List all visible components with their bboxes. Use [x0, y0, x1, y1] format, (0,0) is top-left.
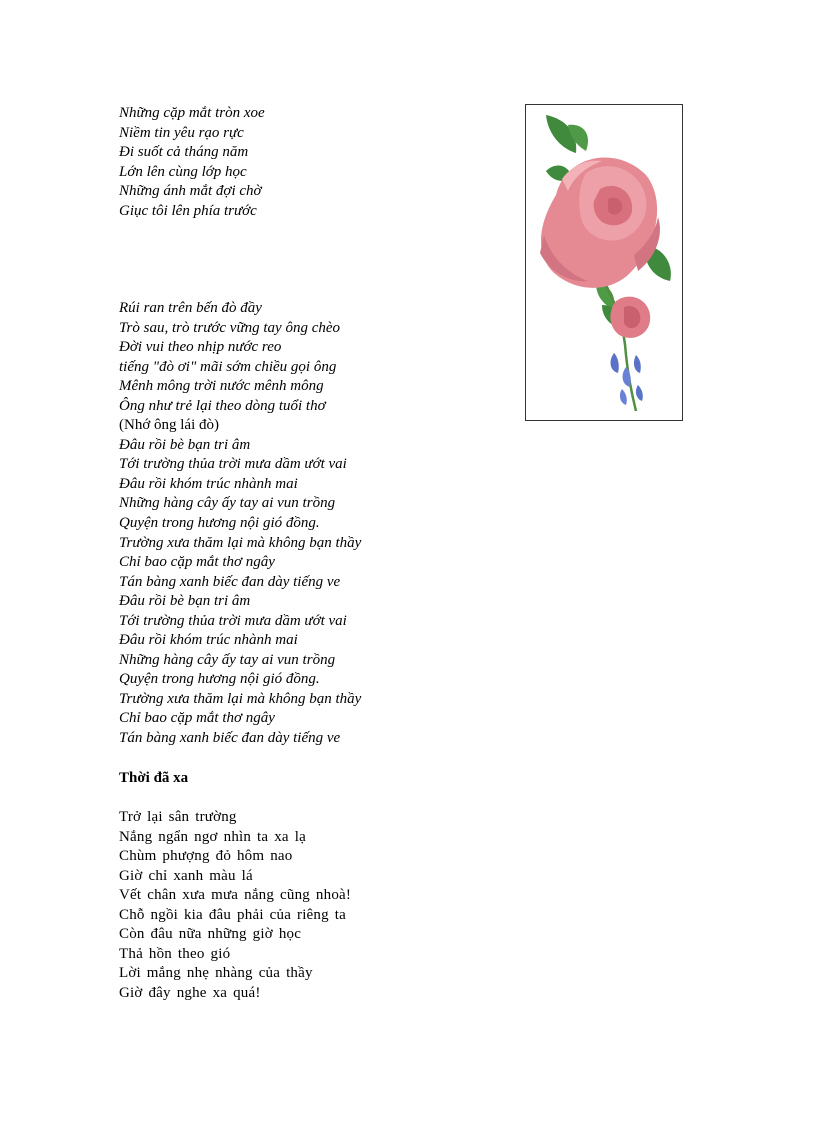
- poem-line: Lớn lên cùng lớp học: [119, 163, 247, 180]
- poem-line: Trò sau, trò trước vững tay ông chèo: [119, 319, 341, 336]
- poem-line: Tán bàng xanh biếc đan dày tiếng ve: [119, 573, 341, 590]
- poem-line: Tán bàng xanh biếc đan dày tiếng ve: [119, 730, 341, 747]
- poem-caption: (Nhớ ông lái đò): [119, 417, 219, 434]
- stanza-3: [119, 808, 351, 1003]
- poem-line: Đời vui theo nhịp nước reo: [119, 339, 282, 356]
- poem-line: Quyện trong hương nội gió đồng.: [119, 671, 320, 688]
- poem-line: Chỗ ngồi kia đâu phải của riêng ta: [119, 906, 346, 923]
- poem-line: Những hàng cây ấy tay ai vun trồng: [119, 651, 336, 668]
- poem-line: Những cặp mắt tròn xoe: [119, 105, 265, 121]
- poem-line: Giờ chỉ xanh màu lá: [119, 867, 253, 884]
- rose-illustration-icon: [526, 105, 684, 422]
- poem-line: tiếng "đò ơi" mãi sớm chiều gọi ông: [119, 358, 337, 375]
- poem-line: Vết chân xưa mưa nắng cũng nhoà!: [119, 887, 352, 904]
- poem-line: Nắng ngẩn ngơ nhìn ta xa lạ: [119, 828, 306, 845]
- poem-line: Chùm phượng đỏ hôm nao: [119, 848, 293, 865]
- poem-line: Chỉ bao cặp mắt thơ ngây: [119, 710, 275, 727]
- poem-line: Đâu rồi khóm trúc nhành mai: [119, 475, 298, 492]
- stanza-1: [119, 104, 265, 221]
- poem-line: Giục tôi lên phía trước: [119, 202, 257, 219]
- poem-line: Đâu rồi bè bạn tri âm: [119, 436, 251, 453]
- stanza-2: [119, 299, 361, 749]
- poem-line: Niềm tin yêu rạo rực: [119, 124, 244, 141]
- poem-line: Chỉ bao cặp mắt thơ ngây: [119, 554, 275, 571]
- poem-line: Trở lại sân trường: [119, 809, 237, 825]
- poem-line: Những hàng cây ấy tay ai vun trồng: [119, 495, 336, 512]
- poem-line: Còn đâu nữa những giờ học: [119, 926, 302, 943]
- poem-line: Mênh mông trời nước mênh mông: [119, 378, 324, 395]
- rose-image-frame: [525, 104, 683, 421]
- poem-line: Giờ đây nghe xa quá!: [119, 984, 261, 1001]
- poem-line: Đi suốt cả tháng năm: [119, 144, 249, 161]
- poem-line: Trường xưa thăm lại mà không bạn thầy: [119, 690, 362, 707]
- poem-line: Rúi ran trên bến đò đầy: [119, 300, 262, 316]
- poem-line: Lời mắng nhẹ nhàng của thầy: [119, 965, 313, 982]
- poem-line: Trường xưa thăm lại mà không bạn thầy: [119, 534, 362, 551]
- poem-line: Những ánh mắt đợi chờ: [119, 183, 262, 200]
- poem-title: Thời đã xa: [119, 770, 189, 786]
- poem-line: Tới trường thủa trời mưa dầm ướt vai: [119, 612, 347, 629]
- poem-line: Tới trường thủa trời mưa dầm ướt vai: [119, 456, 347, 473]
- poem-line: Ông như trẻ lại theo dòng tuổi thơ: [119, 397, 326, 414]
- poem-line: Đâu rồi bè bạn tri âm: [119, 593, 251, 610]
- poem-line: Quyện trong hương nội gió đồng.: [119, 515, 320, 532]
- poem-line: Đâu rồi khóm trúc nhành mai: [119, 632, 298, 649]
- poem-line: Thả hồn theo gió: [119, 945, 231, 962]
